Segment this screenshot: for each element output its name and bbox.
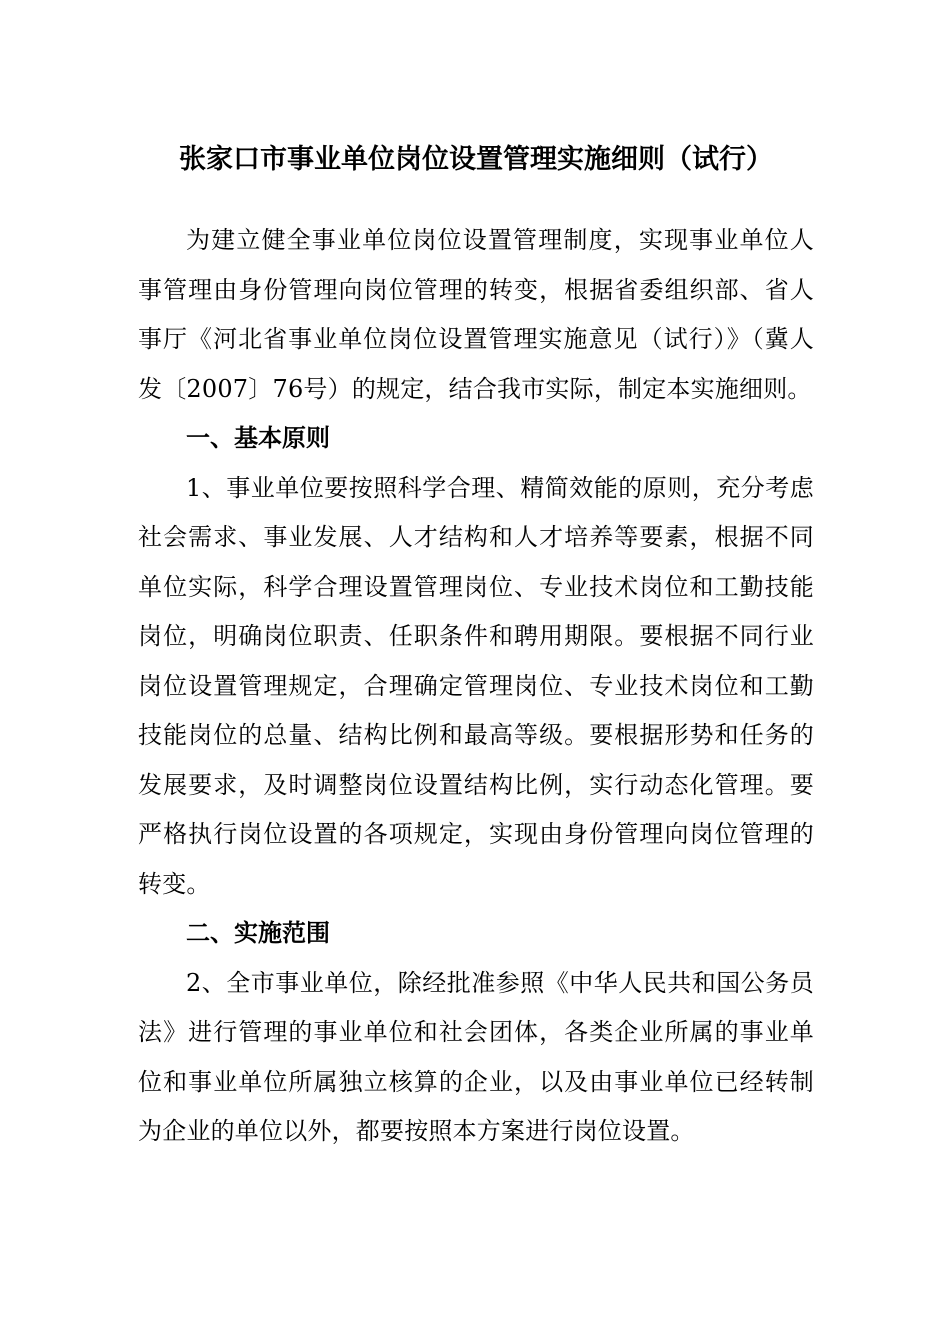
document-body	[138, 216, 814, 1157]
section-heading-principles: 一、基本原则	[186, 424, 330, 452]
document-title: 张家口市事业单位岗位设置管理实施细则（试行）	[179, 144, 773, 175]
principles-paragraph: 1、事业单位要按照科学合理、精简效能的原则，充分考虑社会需求、事业发展、人才结构和人才培养等要素，根据不同单位实际，科学合理设置管理岗位、专业技术岗位和工勤技能岗位，明确岗位职责、任职条件和聘用期限。要根据不同行业岗位设置管理规定，合理确定管理岗位、专业技术岗位和工勤技能岗位的总量、结构比例和最高等级。要根据形势和任务的发展要求，及时调整岗位设置结构比例，实行动态化管理。要严格执行岗位设置的各项规定，实现由身份管理向岗位管理的转变。	[138, 473, 814, 898]
intro-paragraph: 为建立健全事业单位岗位设置管理制度，实现事业单位人事管理由身份管理向岗位管理的转变，根据省委组织部、省人事厅《河北省事业单位岗位设置管理实施意见（试行）》（冀人发〔2007〕76号）的规定，结合我市实际，制定本实施细则。	[138, 226, 814, 403]
section-heading-scope: 二、实施范围	[186, 919, 330, 947]
scope-paragraph: 2、全市事业单位，除经批准参照《中华人民共和国公务员法》进行管理的事业单位和社会团体，各类企业所属的事业单位和事业单位所属独立核算的企业，以及由事业单位已经转制为企业的单位以外，都要按照本方案进行岗位设置。	[138, 968, 814, 1145]
